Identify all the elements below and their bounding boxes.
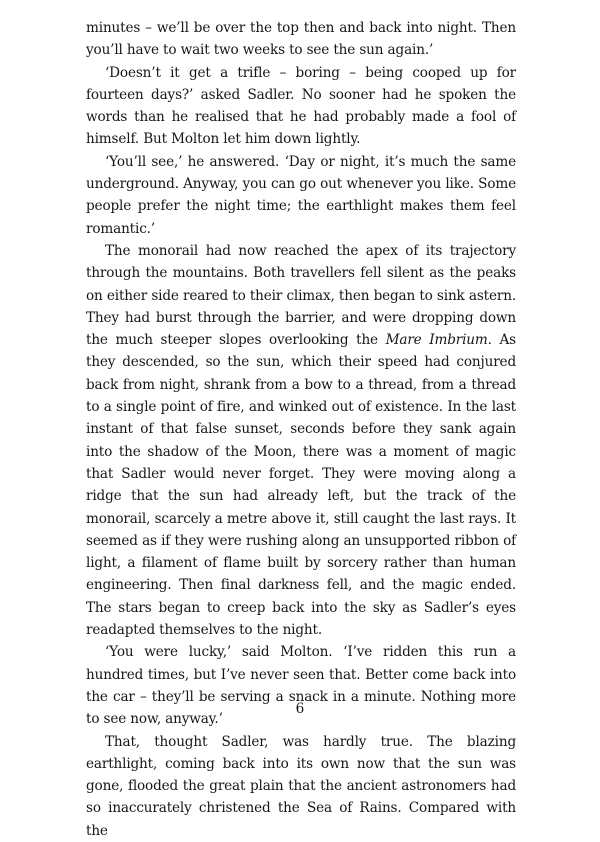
page-number: 6	[295, 701, 305, 717]
paragraph-5: ‘You were lucky,’ said Molton. ‘I’ve ridden this run a hundred times, but I’ve never seen that. Better come back into the car – they’ll be serving a snack in a minute. Nothing more to see now, anyway.’	[86, 644, 516, 728]
body-text	[86, 17, 516, 842]
mare-imbrium-italic: Mare Imbrium	[385, 332, 488, 349]
paragraph-2: ‘Doesn’t it get a trifle – boring – being cooped up for fourteen days?’ asked Sadler. No sooner had he spoken the words than he realised that he had probably made a fool of himself. But Molton let him down lightly.	[86, 64, 516, 148]
paragraph-6: That, thought Sadler, was hardly true. The blazing earthlight, coming back into its own now that the sun was gone, flooded the great plain that the ancient astronomers had so inaccurately christened the Sea of Rains. Compared with the	[86, 733, 516, 839]
paragraph-1: minutes – we’ll be over the top then and back into night. Then you’ll have to wait two weeks to see the sun again.’	[86, 20, 516, 59]
paragraph-4: The monorail had now reached the apex of its trajectory through the mountains. Both travellers fell silent as the peaks on either side reared to their climax, then began to sink astern. They had burst through the barrier, and were dropping down the much steeper slopes overlooking the Mare Imbrium. As they descended, so the sun, which their speed had conjured back from night, shrank from a bow to a thread, from a thread to a single point of fire, and winked out of existence. In the last instant of that false sunset, seconds before they sank again into the shadow of the Moon, there was a moment of magic that Sadler would never forget. They were moving along a ridge that the sun had already left, but the track of the monorail, scarcely a metre above it, still caught the last rays. It seemed as if they were rushing along an unsupported ribbon of light, a filament of flame built by sorcery rather than human engineering. Then final darkness fell, and the magic ended. The stars began to creep back into the sky as Sadler’s eyes readapted themselves to the night.	[86, 242, 516, 639]
paragraph-3: ‘You’ll see,’ he answered. ‘Day or night, it’s much the same underground. Anyway, you can go out whenever you like. Some people prefer the night time; the earthlight makes them feel romantic.’	[86, 153, 516, 237]
